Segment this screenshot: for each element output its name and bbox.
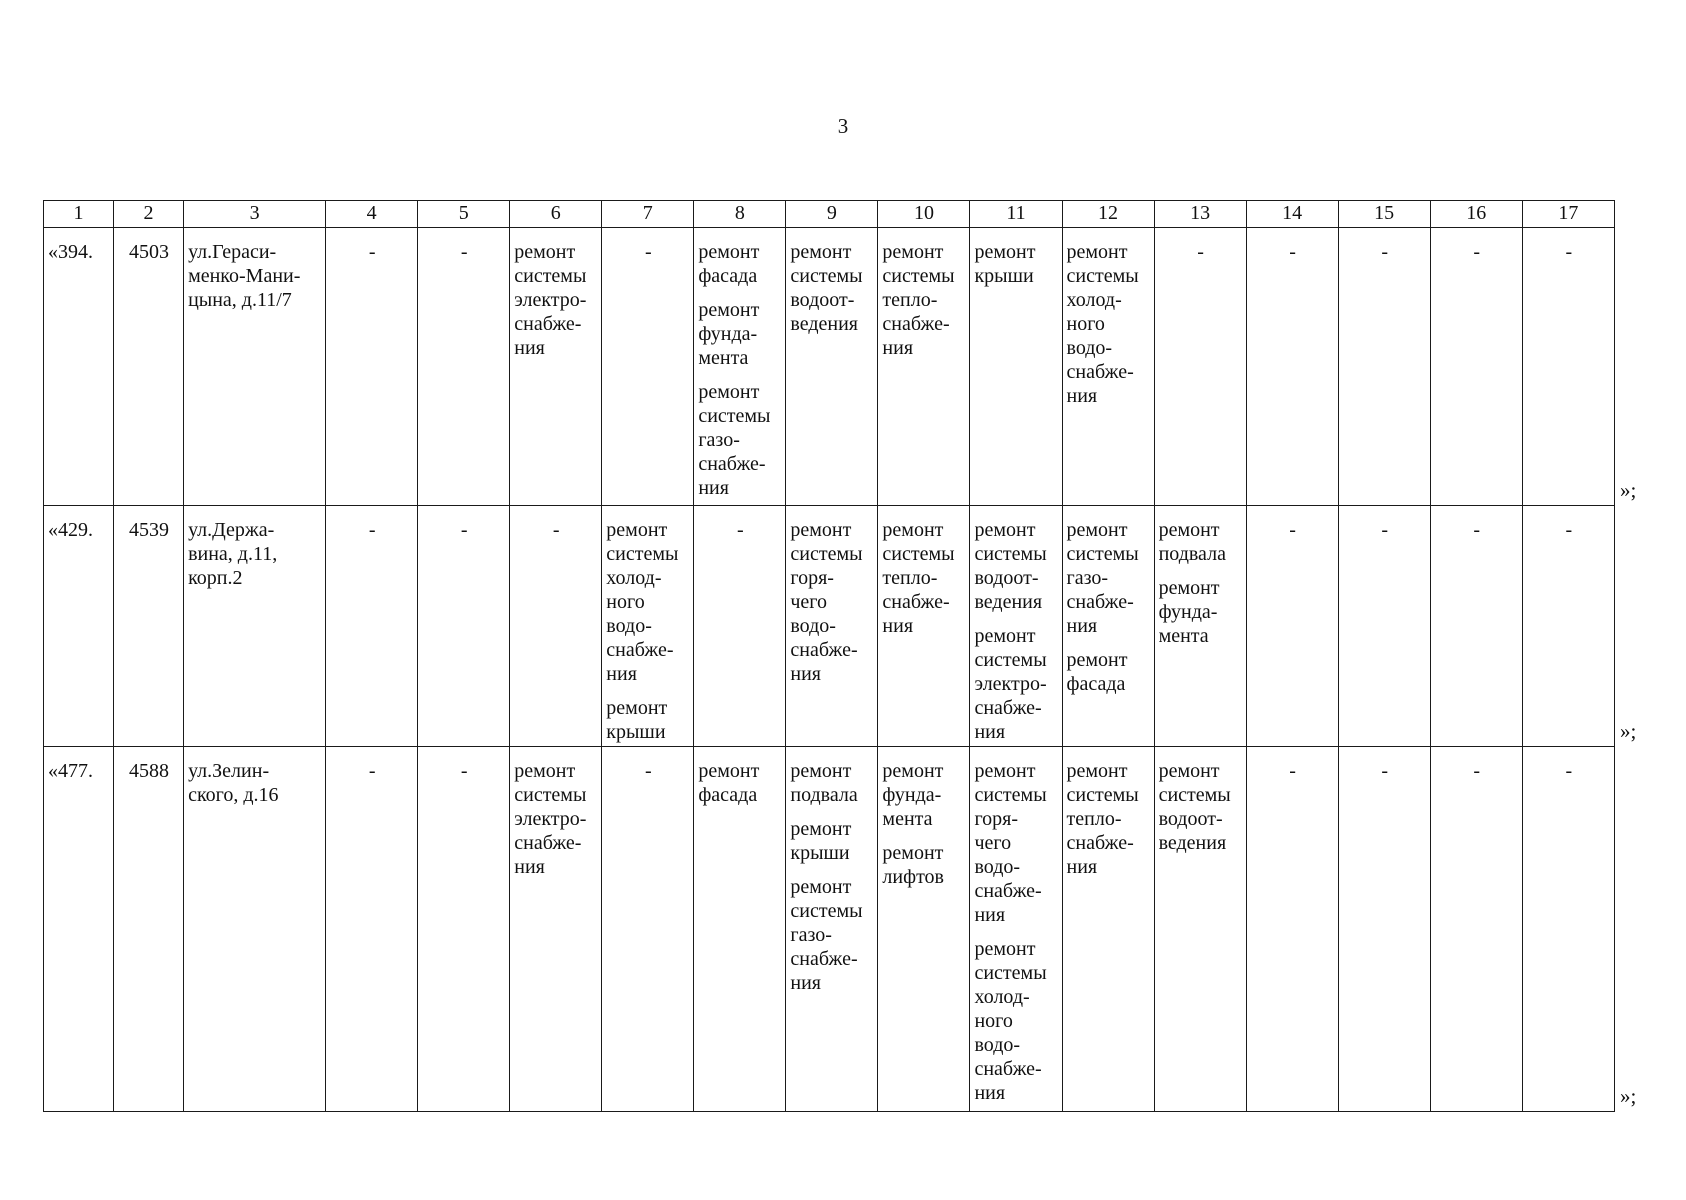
work-cell bbox=[970, 506, 1062, 747]
row-end-mark: »; bbox=[1620, 718, 1637, 743]
work-cell bbox=[786, 747, 878, 1112]
work-cell bbox=[1154, 506, 1246, 747]
work-cell bbox=[1062, 747, 1154, 1112]
dash-mark: - bbox=[1473, 760, 1481, 782]
work-item: ремонт фасада bbox=[1066, 649, 1128, 695]
column-number: 10 bbox=[878, 201, 970, 228]
work-cell bbox=[510, 747, 602, 1112]
empty-work-cell bbox=[418, 506, 510, 747]
work-item: ремонт системы газо- снабже- ния bbox=[698, 381, 771, 499]
work-cell bbox=[1062, 506, 1154, 747]
dash-mark: - bbox=[1565, 519, 1573, 541]
dash-mark: - bbox=[368, 241, 376, 263]
work-item: ремонт системы электро- снабже- ния bbox=[514, 760, 587, 878]
dash-mark: - bbox=[552, 519, 560, 541]
cell-text: ул.Гераси- менко-Мани- цына, д.11/7 bbox=[188, 241, 301, 311]
work-item: ремонт фасада bbox=[698, 241, 760, 287]
work-item: ремонт фасада bbox=[698, 760, 760, 806]
empty-work-cell bbox=[1338, 747, 1430, 1112]
cell-text: ул.Зелин- ского, д.16 bbox=[188, 760, 279, 806]
column-number: 1 bbox=[44, 201, 114, 228]
work-item: ремонт системы газо- снабже- ния bbox=[790, 876, 863, 994]
column-number: 9 bbox=[786, 201, 878, 228]
repair-schedule-table bbox=[43, 200, 1615, 1112]
work-cell bbox=[878, 506, 970, 747]
work-cell bbox=[694, 228, 786, 506]
empty-work-cell bbox=[602, 228, 694, 506]
empty-work-cell bbox=[1522, 506, 1614, 747]
table-row bbox=[44, 228, 1615, 506]
empty-work-cell bbox=[1246, 747, 1338, 1112]
dash-mark: - bbox=[1381, 760, 1389, 782]
dash-mark: - bbox=[368, 519, 376, 541]
cell-text: «429. bbox=[48, 519, 93, 541]
column-number: 8 bbox=[694, 201, 786, 228]
work-item: ремонт подвала bbox=[790, 760, 858, 806]
work-item: ремонт системы тепло- снабже- ния bbox=[882, 241, 955, 359]
column-number: 4 bbox=[326, 201, 418, 228]
column-number: 7 bbox=[602, 201, 694, 228]
empty-work-cell bbox=[418, 228, 510, 506]
column-number: 2 bbox=[114, 201, 184, 228]
dash-mark: - bbox=[1289, 519, 1296, 541]
work-cell bbox=[1154, 747, 1246, 1112]
work-cell bbox=[878, 747, 970, 1112]
address-cell bbox=[184, 228, 326, 506]
row-number-cell bbox=[44, 506, 114, 747]
work-item: ремонт системы водоот- ведения bbox=[974, 519, 1047, 613]
work-cell bbox=[970, 228, 1062, 506]
dash-mark: - bbox=[1197, 241, 1204, 263]
dash-mark: - bbox=[1565, 241, 1573, 263]
dash-mark: - bbox=[644, 241, 652, 263]
empty-work-cell bbox=[1522, 228, 1614, 506]
dash-mark: - bbox=[1565, 760, 1573, 782]
table-row bbox=[44, 506, 1615, 747]
dash-mark: - bbox=[460, 241, 468, 263]
column-number: 17 bbox=[1522, 201, 1614, 228]
empty-work-cell bbox=[1246, 228, 1338, 506]
work-item: ремонт системы водоот- ведения bbox=[1158, 760, 1231, 854]
work-item: ремонт лифтов bbox=[882, 842, 944, 888]
work-item: ремонт фунда- мента bbox=[882, 760, 944, 830]
column-number: 15 bbox=[1338, 201, 1430, 228]
column-number: 12 bbox=[1062, 201, 1154, 228]
empty-work-cell bbox=[602, 747, 694, 1112]
cell-text: 4539 bbox=[129, 519, 170, 541]
work-item: ремонт крыши bbox=[790, 818, 852, 864]
column-number: 13 bbox=[1154, 201, 1246, 228]
dash-mark: - bbox=[644, 760, 652, 782]
work-item: ремонт системы горя- чего водо- снабже- ния bbox=[974, 760, 1047, 926]
work-item: ремонт системы тепло- снабже- ния bbox=[882, 519, 955, 637]
dash-mark: - bbox=[368, 760, 376, 782]
empty-work-cell bbox=[1246, 506, 1338, 747]
work-item: ремонт системы газо- снабже- ния bbox=[1066, 519, 1139, 637]
work-item: ремонт системы тепло- снабже- ния bbox=[1066, 760, 1139, 878]
column-number: 3 bbox=[184, 201, 326, 228]
table-row bbox=[44, 747, 1615, 1112]
work-cell bbox=[878, 228, 970, 506]
work-item: ремонт фунда- мента bbox=[698, 299, 760, 369]
column-number: 6 bbox=[510, 201, 602, 228]
work-item: ремонт системы электро- снабже- ния bbox=[974, 625, 1047, 743]
work-item: ремонт системы водоот- ведения bbox=[790, 241, 863, 335]
dash-mark: - bbox=[460, 760, 468, 782]
column-number: 16 bbox=[1430, 201, 1522, 228]
work-cell bbox=[510, 228, 602, 506]
dash-mark: - bbox=[1473, 519, 1481, 541]
cell-text: «394. bbox=[48, 241, 93, 263]
work-cell bbox=[694, 747, 786, 1112]
row-number-cell bbox=[44, 747, 114, 1112]
work-item: ремонт фунда- мента bbox=[1158, 577, 1220, 647]
address-cell bbox=[184, 506, 326, 747]
building-code-cell bbox=[114, 747, 184, 1112]
cell-text: 4588 bbox=[129, 760, 170, 782]
empty-work-cell bbox=[1338, 228, 1430, 506]
work-item: ремонт подвала bbox=[1158, 519, 1226, 565]
address-cell bbox=[184, 747, 326, 1112]
empty-work-cell bbox=[1430, 228, 1522, 506]
empty-work-cell bbox=[510, 506, 602, 747]
empty-work-cell bbox=[1522, 747, 1614, 1112]
work-item: ремонт крыши bbox=[606, 697, 668, 743]
column-number: 14 bbox=[1246, 201, 1338, 228]
row-end-mark: »; bbox=[1620, 477, 1637, 502]
empty-work-cell bbox=[326, 228, 418, 506]
work-item: ремонт системы электро- снабже- ния bbox=[514, 241, 587, 359]
work-cell bbox=[786, 228, 878, 506]
work-item: ремонт системы холод- ного водо- снабже- ния bbox=[974, 938, 1047, 1104]
work-item: ремонт системы холод- ного водо- снабже- ния bbox=[1066, 241, 1139, 407]
empty-work-cell bbox=[418, 747, 510, 1112]
dash-mark: - bbox=[1381, 519, 1389, 541]
dash-mark: - bbox=[460, 519, 468, 541]
cell-text: ул.Держа- вина, д.11, корп.2 bbox=[188, 519, 278, 589]
work-cell bbox=[602, 506, 694, 747]
building-code-cell bbox=[114, 506, 184, 747]
dash-mark: - bbox=[1289, 241, 1296, 263]
empty-work-cell bbox=[326, 747, 418, 1112]
dash-mark: - bbox=[737, 519, 744, 541]
empty-work-cell bbox=[694, 506, 786, 747]
work-cell bbox=[970, 747, 1062, 1112]
cell-text: 4503 bbox=[129, 241, 170, 263]
cell-text: «477. bbox=[48, 760, 93, 782]
empty-work-cell bbox=[1154, 228, 1246, 506]
dash-mark: - bbox=[1473, 241, 1481, 263]
work-cell bbox=[786, 506, 878, 747]
empty-work-cell bbox=[1430, 747, 1522, 1112]
work-cell bbox=[1062, 228, 1154, 506]
empty-work-cell bbox=[326, 506, 418, 747]
building-code-cell bbox=[114, 228, 184, 506]
work-item: ремонт системы горя- чего водо- снабже- ния bbox=[790, 519, 863, 685]
column-number-row bbox=[44, 201, 1615, 228]
dash-mark: - bbox=[1381, 241, 1389, 263]
work-item: ремонт крыши bbox=[974, 241, 1036, 287]
empty-work-cell bbox=[1338, 506, 1430, 747]
column-number: 5 bbox=[418, 201, 510, 228]
page-number: 3 bbox=[837, 114, 849, 138]
row-end-mark: »; bbox=[1620, 1083, 1637, 1108]
dash-mark: - bbox=[1289, 760, 1296, 782]
column-number: 11 bbox=[970, 201, 1062, 228]
work-item: ремонт системы холод- ного водо- снабже- ния bbox=[606, 519, 679, 685]
empty-work-cell bbox=[1430, 506, 1522, 747]
row-number-cell bbox=[44, 228, 114, 506]
